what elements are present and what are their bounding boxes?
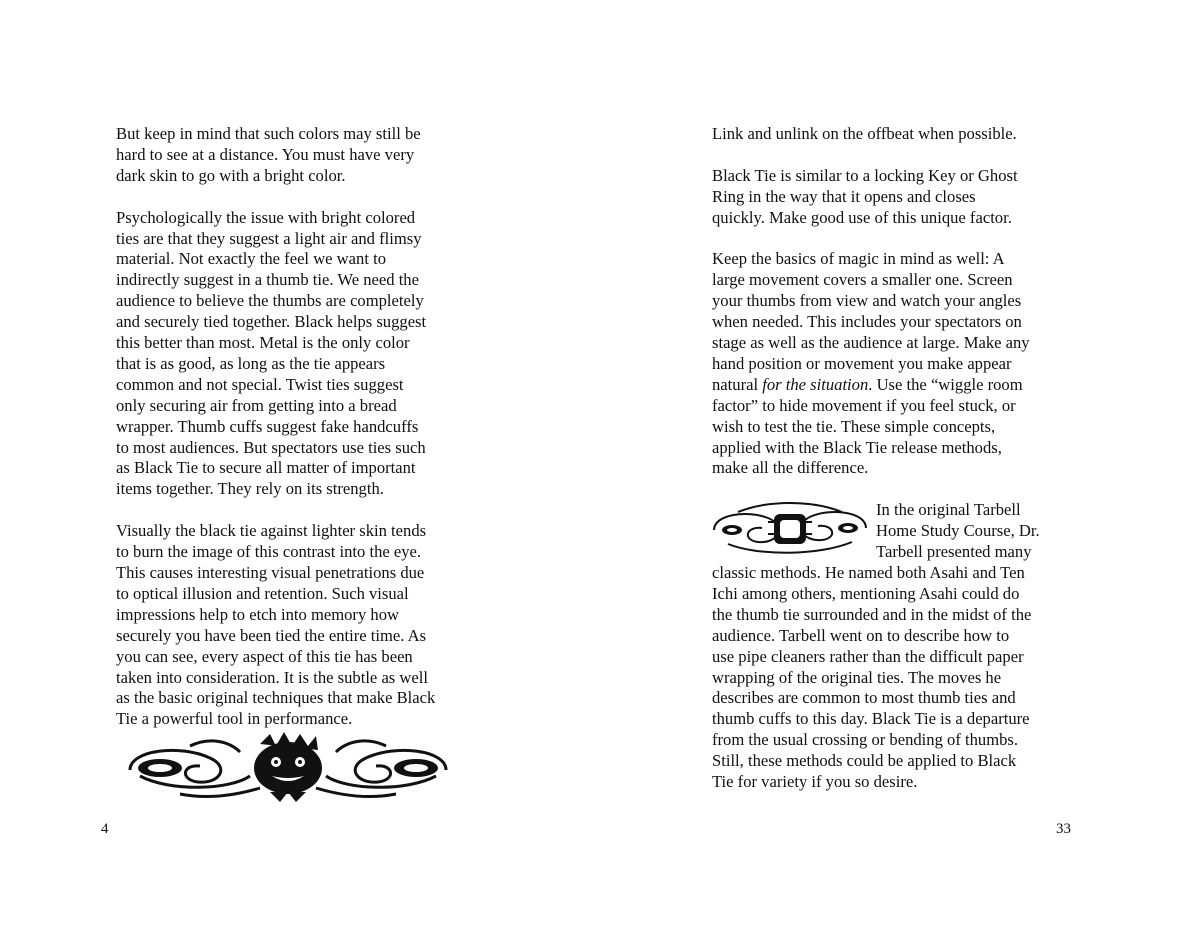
page-number-right: 33 [1056,821,1071,837]
left-text-column [116,124,476,751]
left-paragraph-2: Psychologically the issue with bright colored ties are that they suggest a light air and flimsy material. Not exactly the feel we want to indirectly suggest in a thumb tie. We need the audience to believe the thumbs are completely and securely tied together. Black helps suggest this better than most. Metal is the only color that is as good, as long as the tie appears common and not special. Twist ties suggest only securing air from getting into a bread wrapper. Thumb cuffs suggest fake handcuffs to most audiences. But spectators use ties such as Black Tie to secure all matter of important items together. They rely on its strength. [116,207,427,499]
left-paragraph-1: But keep in mind that such colors may still be hard to see at a distance. You must have very dark skin to go with a bright color. [116,124,421,185]
dragon-ornament-icon [120,732,456,802]
right-paragraph-4: In the original Tarbell Home Study Course, Dr. Tarbell presented many classic methods. He named both Asahi and Ten Ichi among others, mentioning Asahi could do the thumb tie surrounded and in the midst of the audience. Tarbell went on to describe how to use pipe cleaners rather than the difficult paper wrapping of the original ties. The moves he describes are common to most thumb ties and thumb cuffs to this day. Black Tie is a departure from the usual crossing or bending of thumbs. Still, these methods could be applied to Black Tie for variety if you so desire. [712,500,1082,793]
right-paragraph-1: Link and unlink on the offbeat when possible. [712,124,1017,143]
page-number-left: 4 [101,821,109,837]
right-paragraph-3: Keep the basics of magic in mind as well: A large movement covers a smaller one. Screen your thumbs from view and watch your angles when needed. This includes your spectators on stage as well as the audience at large. Make any hand position or movement you make appear natural for the situation. Use the “wiggle room factor” to hide movement if you feel stuck, or wish to test the tie. These simple concepts, applied with the Black Tie release methods, make all the difference. [712,249,1082,479]
mixed-style-line: natural for the situation. Use the “wiggle room [712,374,1023,394]
knot-ornament-icon [708,500,872,558]
right-text-column [712,124,1082,814]
right-paragraph-2: Black Tie is similar to a locking Key or Ghost Ring in the way that it opens and closes quickly. Make good use of this unique factor. [712,165,1018,227]
right-page [601,0,1202,939]
left-paragraph-3: Visually the black tie against lighter skin tends to burn the image of this contrast into the eye. This causes interesting visual penetrations due to optical illusion and retention. Such visual impressions help to etch into memory how securely you have been tied the entire time. As you can see, every aspect of this tie has been taken into consideration. It is the subtle as well as the basic original techniques that make Black Tie a powerful tool in performance. [116,521,436,729]
italic-phrase: for the situation [762,374,869,394]
